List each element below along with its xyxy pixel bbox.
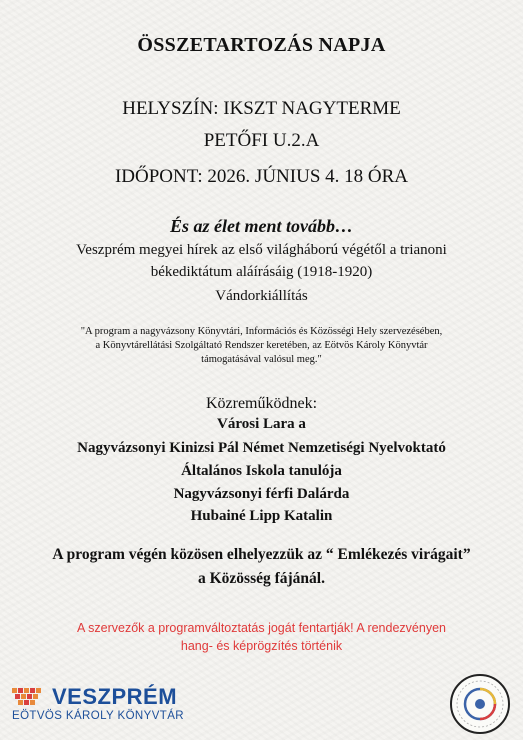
exhibition-description-line: békediktátum aláírásáig (1918-1920) — [150, 264, 373, 280]
performer-item: Hubainé Lipp Katalin — [190, 508, 333, 524]
program-seal-icon — [448, 672, 512, 736]
sponsor-quote-line: támogatásával valósul meg." — [201, 354, 322, 365]
logo-wordmark: VESZPRÉM — [52, 684, 178, 709]
exhibition-description-line: Veszprém megyei hírek az első világháború végétől a trianoni — [76, 242, 447, 258]
exhibition-title: És az élet ment tovább… — [170, 216, 353, 236]
sponsor-quote-line: "A program a nagyvázsony Könyvtári, Információs és Közösségi Hely szervezésében, — [80, 326, 443, 337]
sponsor-quote-line: a Könyvtárellátási Szolgáltató Rendszer keretében, az Eötvös Károly Könyvtár — [95, 340, 428, 351]
performer-item: Általános Iskola tanulója — [181, 463, 342, 479]
recording-notice: hang- és képrögzítés történik — [180, 639, 343, 653]
event-time: IDŐPONT: 2026. JÚNIUS 4. 18 ÓRA — [114, 166, 409, 187]
location-venue: HELYSZÍN: IKSZT NAGYTERME — [122, 98, 401, 119]
logo-subtitle: EÖTVÖS KÁROLY KÖNYVTÁR — [12, 710, 184, 722]
page-title: ÖSSZETARTOZÁS NAPJA — [137, 34, 386, 56]
performer-item: Nagyvázsonyi férfi Dalárda — [173, 486, 350, 502]
library-logo — [12, 683, 182, 729]
performer-item: Városi Lara a — [217, 416, 306, 432]
sponsor-quote — [0, 325, 523, 367]
closing-line: A program végén közösen elhelyezzük az “ Emlékezés virágait” — [52, 546, 471, 563]
organizer-notice: A szervezők a programváltoztatás jogát fentartják! A rendezvényen — [77, 621, 446, 635]
location-address: PETŐFI U.2.A — [203, 130, 320, 151]
performers-heading: Közreműködnek: — [205, 395, 318, 412]
closing-line: a Közösség fájánál. — [197, 570, 325, 587]
performer-item: Nagyvázsonyi Kinizsi Pál Német Nemzetiségi Nyelvoktató — [77, 440, 446, 456]
exhibition-type: Vándorkiállítás — [215, 288, 308, 304]
